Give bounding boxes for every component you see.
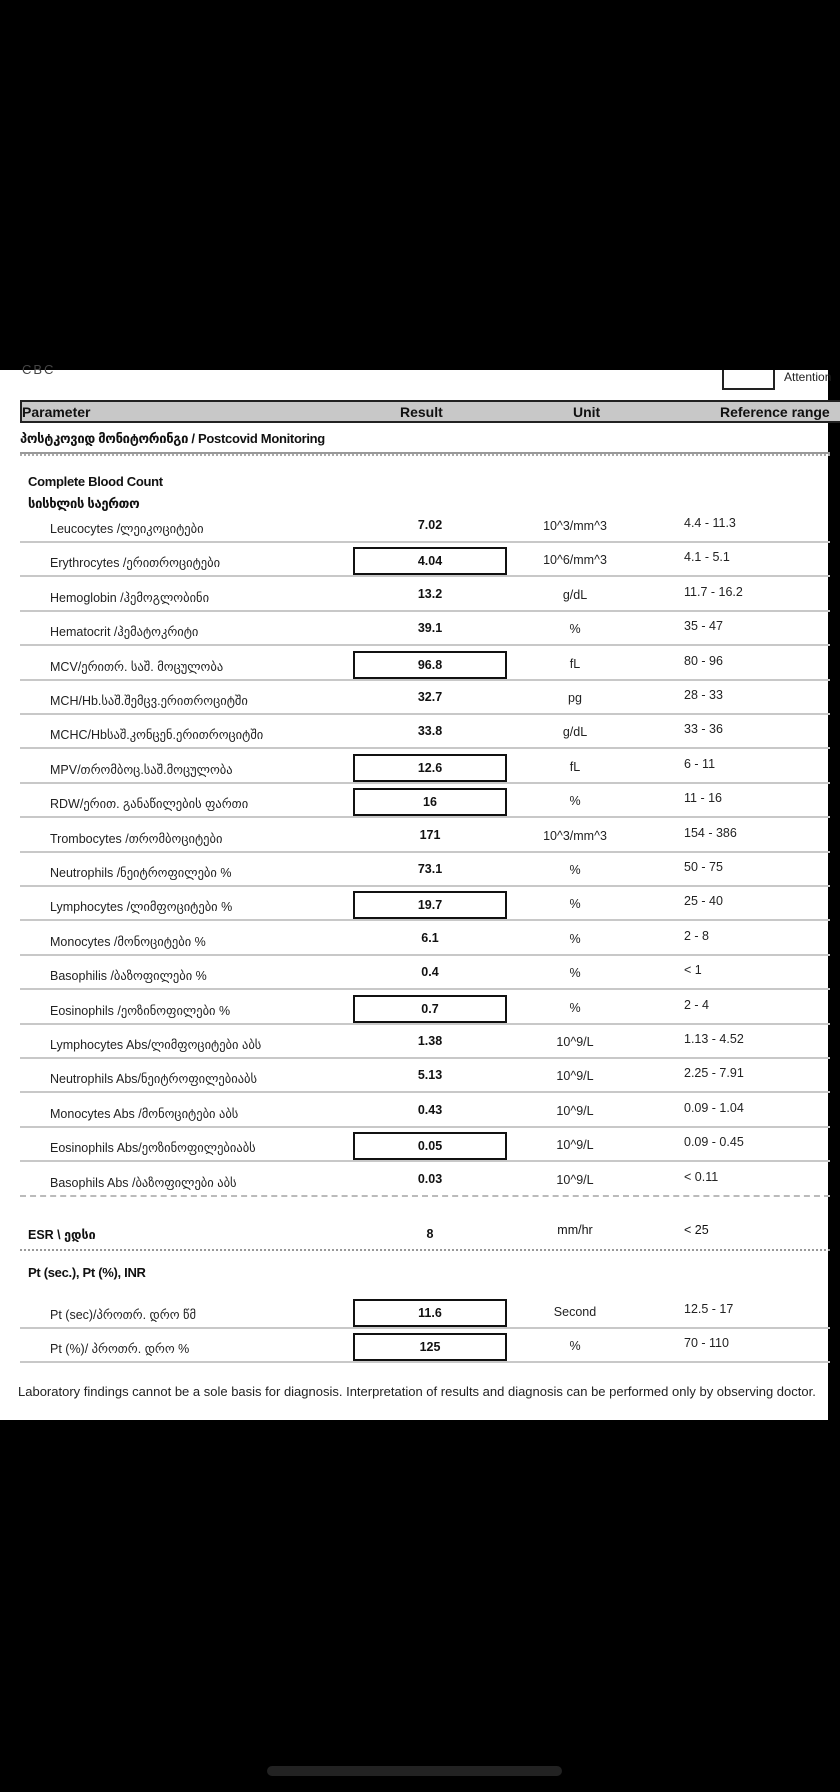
table-header bbox=[20, 400, 840, 423]
reference-range: 25 - 40 bbox=[684, 894, 723, 909]
table-row bbox=[20, 1128, 830, 1162]
table-row bbox=[20, 647, 830, 681]
esr-row bbox=[20, 1215, 830, 1251]
parameter-name: Pt (%)/ პროთრ. დრო % bbox=[50, 1342, 190, 1357]
reference-range: 70 - 110 bbox=[684, 1336, 729, 1351]
attention-legend-label: Attention bbox=[784, 370, 832, 384]
column-header-result: Result bbox=[400, 404, 443, 420]
reference-range: 80 - 96 bbox=[684, 653, 723, 668]
table-row bbox=[20, 750, 830, 784]
parameter-name: RDW/ერით. განაწილების ფართი bbox=[50, 797, 249, 812]
table-row bbox=[20, 578, 830, 612]
parameter-name: Leucocytes /ლეიკოციტები bbox=[50, 522, 204, 536]
table-row bbox=[20, 1295, 830, 1329]
table-row bbox=[20, 922, 830, 956]
parameter-name: Hemoglobin /ჰემოგლობინი bbox=[50, 590, 210, 605]
flagged-result: 96.8 bbox=[353, 651, 507, 679]
table-row bbox=[20, 887, 830, 921]
unit: g/dL bbox=[562, 587, 588, 602]
result-value: 5.13 bbox=[417, 1068, 443, 1083]
unit: 10^3/mm^3 bbox=[543, 519, 607, 533]
flagged-result: 19.7 bbox=[353, 891, 507, 919]
table-row bbox=[20, 612, 830, 646]
parameter-name: Erythrocytes /ერითროციტები bbox=[50, 556, 221, 571]
parameter-name: Basophils Abs /ბაზოფილები აბს bbox=[50, 1175, 237, 1190]
result-value: 0.4 bbox=[421, 965, 439, 980]
reference-range: 2 - 8 bbox=[684, 928, 710, 943]
table-row bbox=[20, 1094, 830, 1128]
parameter-name: Eosinophils /ეოზინოფილები % bbox=[50, 1003, 231, 1018]
result-value: 33.8 bbox=[417, 724, 443, 739]
parameter-name: Eosinophils Abs/ეოზინოფილებიაბს bbox=[50, 1141, 256, 1156]
unit: 10^9/L bbox=[556, 1103, 594, 1118]
unit: 10^9/L bbox=[556, 1069, 594, 1084]
parameter-name: Hematocrit /ჰემატოკრიტი bbox=[50, 625, 199, 640]
unit: % bbox=[569, 1000, 581, 1015]
table-row bbox=[20, 956, 830, 990]
result-value: 13.2 bbox=[417, 586, 443, 601]
home-indicator-bar[interactable] bbox=[267, 1766, 562, 1776]
table-row bbox=[20, 784, 830, 818]
result-value: 6.1 bbox=[421, 930, 439, 945]
section-title: პოსტკოვიდ მონიტორინგი / Postcovid Monitoring bbox=[20, 431, 325, 446]
unit: fL bbox=[569, 656, 581, 671]
table-row bbox=[20, 1163, 830, 1197]
cbc-title-ka: სისხლის საერთო bbox=[28, 496, 140, 511]
reference-range: 50 - 75 bbox=[684, 860, 723, 874]
unit: 10^6/mm^3 bbox=[543, 553, 607, 568]
parameter-name: Pt (sec)/პროთრ. დრო წმ bbox=[50, 1308, 197, 1322]
table-row bbox=[20, 543, 830, 577]
parameter-name: MCH/Hb.საშ.შემცვ.ერითროციტში bbox=[50, 694, 248, 708]
column-header-parameter: Parameter bbox=[22, 404, 91, 420]
result-value: 7.02 bbox=[417, 518, 443, 532]
parameter-name: Neutrophils /ნეიტროფილები % bbox=[50, 866, 232, 880]
flagged-result: 125 bbox=[353, 1333, 507, 1361]
reference-range: 4.4 - 11.3 bbox=[684, 516, 736, 530]
result-value: 1.38 bbox=[417, 1034, 443, 1048]
lab-report-page bbox=[0, 362, 832, 1420]
table-row bbox=[20, 681, 830, 715]
reference-range: 0.09 - 0.45 bbox=[684, 1135, 744, 1150]
parameter-name: MCHC/Hbსაშ.კონცენ.ერითროციტში bbox=[50, 728, 264, 743]
reference-range: 4.1 - 5.1 bbox=[684, 550, 730, 565]
unit: 10^3/mm^3 bbox=[543, 828, 607, 843]
parameter-name: Neutrophils Abs/ნეიტროფილებიაბს bbox=[50, 1072, 258, 1087]
esr-unit: mm/hr bbox=[557, 1223, 593, 1237]
table-row bbox=[20, 853, 830, 887]
attention-legend-box bbox=[722, 370, 775, 390]
parameter-name: Lymphocytes Abs/ლიმფოციტები აბს bbox=[50, 1038, 262, 1052]
unit: 10^9/L bbox=[556, 1138, 594, 1153]
column-header-reference: Reference range bbox=[720, 404, 830, 420]
unit: % bbox=[569, 622, 581, 637]
parameter-name: Basophilis /ბაზოფილები % bbox=[50, 969, 207, 984]
esr-result: 8 bbox=[426, 1227, 434, 1241]
parameter-name: Monocytes Abs /მონოციტები აბს bbox=[50, 1106, 239, 1121]
flagged-result: 0.05 bbox=[353, 1132, 507, 1160]
parameter-name: MCV/ერითრ. საშ. მოცულობა bbox=[50, 659, 224, 674]
unit: pg bbox=[568, 691, 582, 705]
reference-range: 2 - 4 bbox=[684, 997, 710, 1012]
esr-reference: < 25 bbox=[684, 1223, 709, 1237]
reference-range: 154 - 386 bbox=[684, 825, 737, 840]
unit: g/dL bbox=[562, 725, 588, 740]
parameter-name: Lymphocytes /ლიმფოციტები % bbox=[50, 900, 233, 915]
unit: % bbox=[569, 1339, 581, 1354]
reference-range: 11 - 16 bbox=[684, 791, 722, 806]
unit: 10^9/L bbox=[556, 1035, 594, 1049]
parameter-name: MPV/თრომბოც.საშ.მოცულობა bbox=[50, 762, 233, 777]
table-row bbox=[20, 509, 830, 543]
reference-range: 12.5 - 17 bbox=[684, 1302, 734, 1316]
table-row bbox=[20, 991, 830, 1025]
result-value: 32.7 bbox=[417, 690, 443, 704]
unit: % bbox=[569, 931, 581, 946]
table-row bbox=[20, 819, 830, 853]
reference-range: 28 - 33 bbox=[684, 688, 723, 702]
cut-off-heading: CBC bbox=[22, 362, 56, 377]
disclaimer-text: Laboratory findings cannot be a sole basis for diagnosis. Interpretation of results and diagnosis can be performed only by observing doctor. bbox=[18, 1384, 816, 1399]
unit: % bbox=[569, 966, 581, 981]
flagged-result: 11.6 bbox=[353, 1299, 507, 1327]
unit: 10^9/L bbox=[556, 1172, 594, 1187]
result-value: 39.1 bbox=[417, 621, 443, 636]
result-value: 73.1 bbox=[417, 862, 443, 876]
unit: % bbox=[569, 794, 581, 809]
section-divider bbox=[20, 452, 830, 456]
reference-range: < 0.11 bbox=[684, 1169, 719, 1184]
unit: fL bbox=[569, 759, 581, 774]
unit: % bbox=[569, 897, 581, 912]
column-header-unit: Unit bbox=[573, 404, 601, 420]
esr-name: ESR \ ედსი bbox=[28, 1228, 96, 1242]
table-row bbox=[20, 715, 830, 749]
pt-title: Pt (sec.), Pt (%), INR bbox=[28, 1265, 146, 1280]
parameter-name: Trombocytes /თრომბოციტები bbox=[50, 831, 223, 846]
reference-range: 11.7 - 16.2 bbox=[684, 584, 743, 599]
reference-range: 1.13 - 4.52 bbox=[684, 1032, 744, 1046]
result-value: 0.03 bbox=[417, 1171, 443, 1186]
result-value: 0.43 bbox=[417, 1102, 443, 1117]
reference-range: 2.25 - 7.91 bbox=[684, 1066, 744, 1081]
parameter-name: Monocytes /მონოციტები % bbox=[50, 934, 206, 949]
cbc-title-en: Complete Blood Count bbox=[28, 474, 163, 489]
flagged-result: 12.6 bbox=[353, 754, 507, 782]
unit: Second bbox=[553, 1305, 597, 1319]
flagged-result: 16 bbox=[353, 788, 507, 816]
table-row bbox=[20, 1059, 830, 1093]
result-value: 171 bbox=[419, 827, 441, 842]
flagged-result: 4.04 bbox=[353, 547, 507, 575]
table-row bbox=[20, 1329, 830, 1363]
flagged-result: 0.7 bbox=[353, 995, 507, 1023]
reference-range: 6 - 11 bbox=[684, 756, 716, 771]
reference-range: 35 - 47 bbox=[684, 619, 723, 634]
table-row bbox=[20, 1025, 830, 1059]
reference-range: 0.09 - 1.04 bbox=[684, 1100, 744, 1115]
unit: % bbox=[569, 863, 581, 877]
reference-range: 33 - 36 bbox=[684, 722, 723, 737]
reference-range: < 1 bbox=[684, 963, 702, 978]
